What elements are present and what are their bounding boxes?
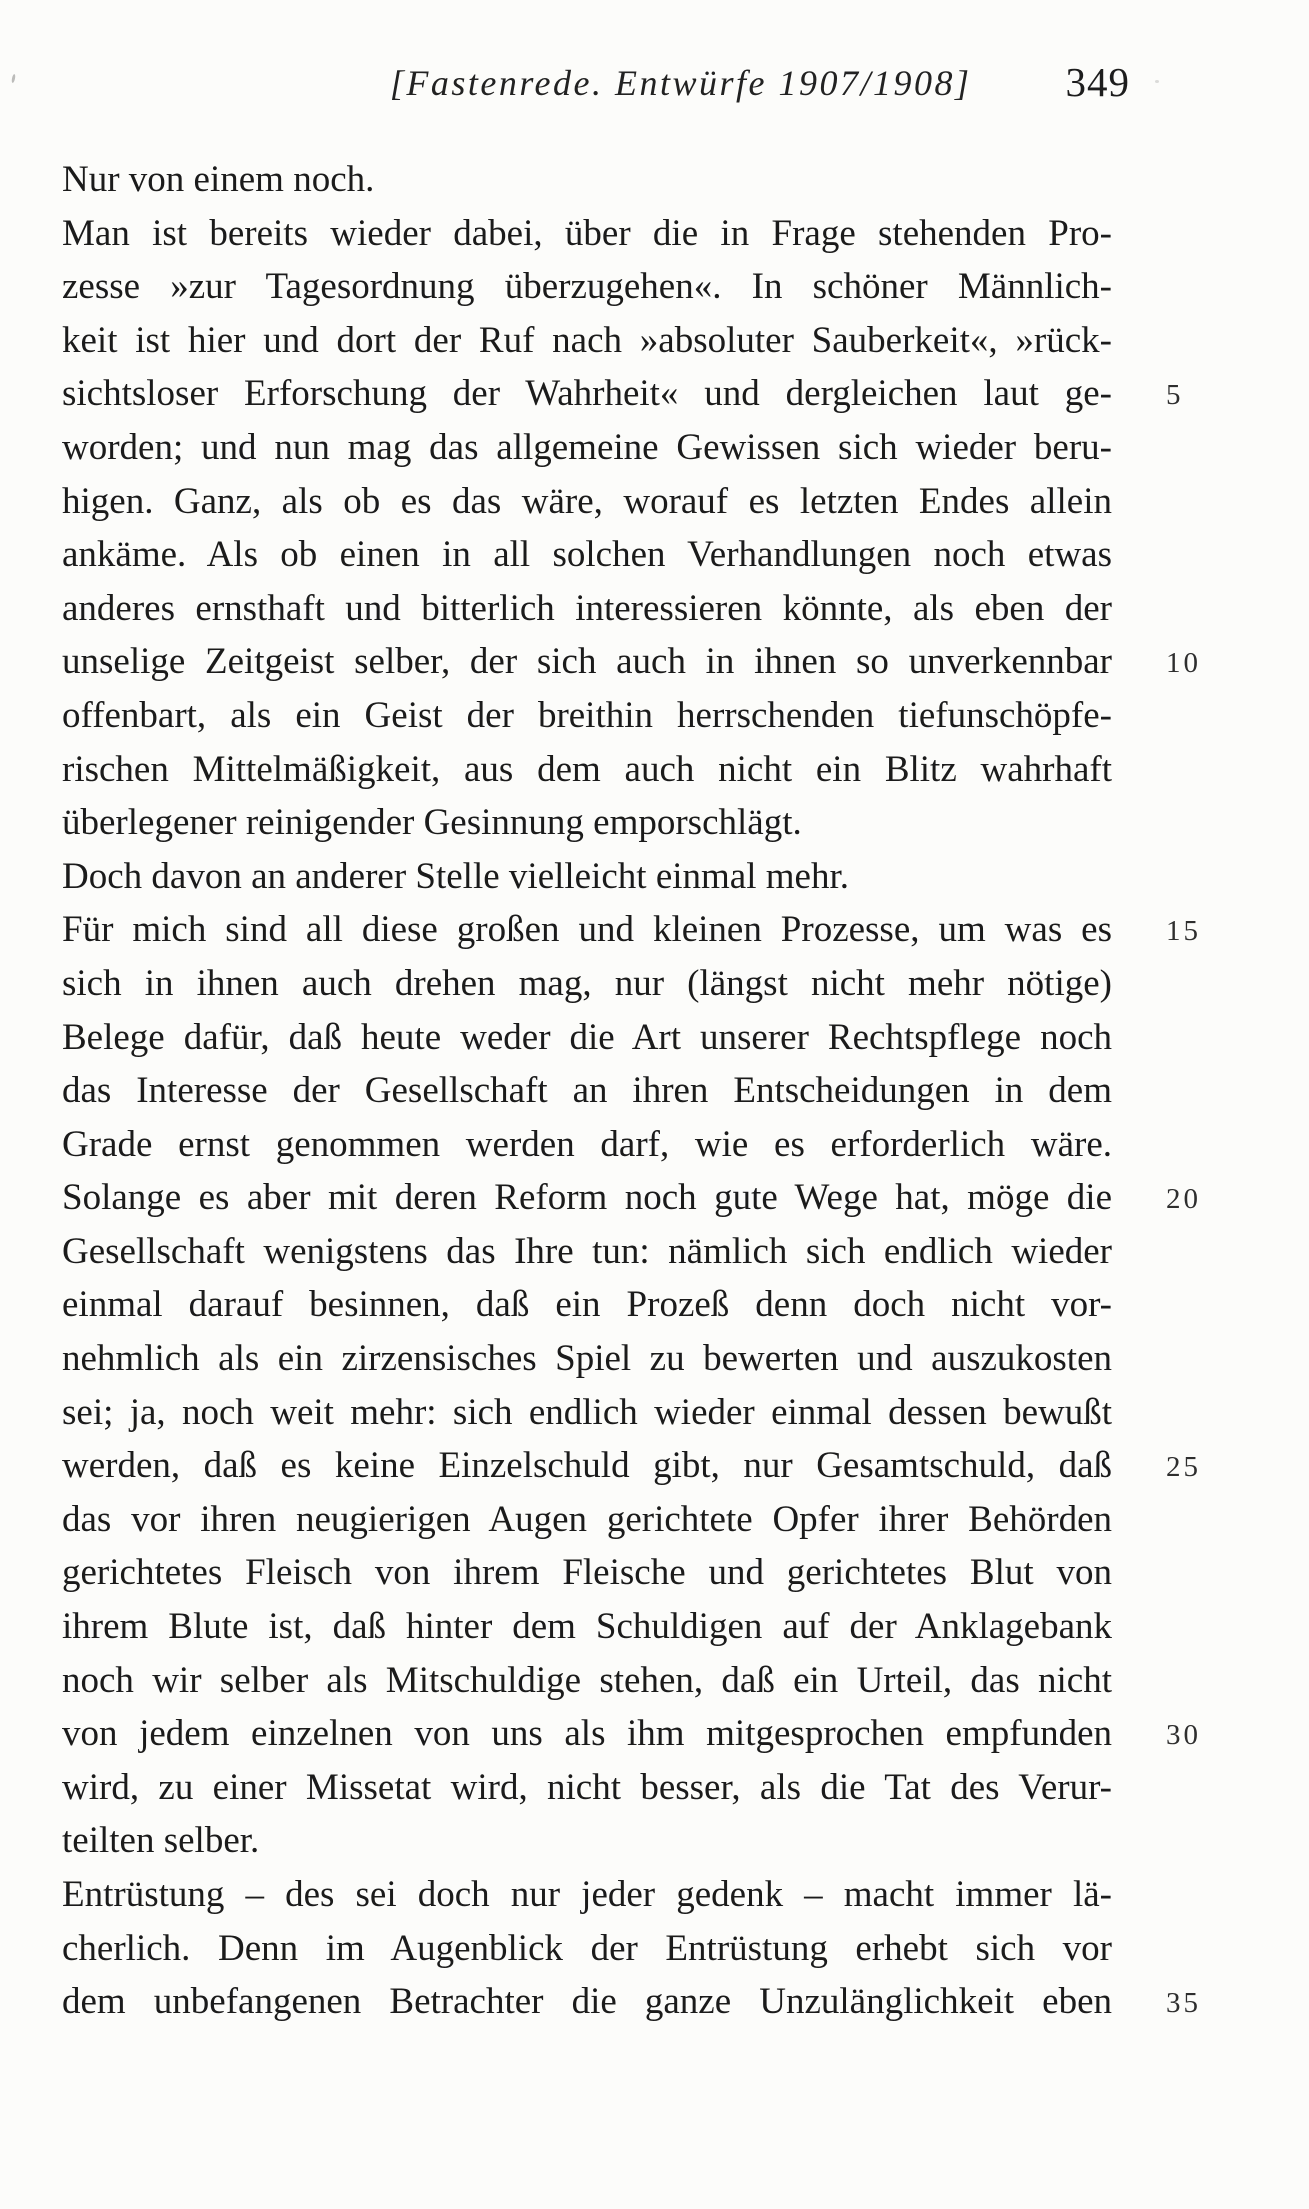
text-line-content: Für mich sind all diese großen und kleinen Prozesse, um was es bbox=[62, 909, 1112, 951]
margin-line-number: 5 bbox=[1166, 379, 1184, 412]
text-line bbox=[62, 850, 1112, 904]
running-head-title: [Fastenrede. Entwürfe 1907/1908] bbox=[389, 63, 972, 103]
text-line bbox=[62, 1011, 1112, 1065]
text-line-content: das vor ihren neugierigen Augen gerichtete Opfer ihrer Behörden bbox=[62, 1498, 1112, 1540]
margin-line-number: 25 bbox=[1166, 1451, 1201, 1484]
text-line-content: Man ist bereits wieder dabei, über die in Frage stehenden Pro- bbox=[62, 212, 1112, 254]
running-head bbox=[0, 0, 1309, 130]
margin-line-number: 15 bbox=[1166, 915, 1201, 948]
text-line bbox=[62, 1064, 1112, 1118]
text-line-content: keit ist hier und dort der Ruf nach »absoluter Sauberkeit«, »rück- bbox=[62, 319, 1112, 361]
text-line bbox=[62, 1975, 1201, 2029]
text-line bbox=[62, 1332, 1112, 1386]
text-line bbox=[62, 1278, 1112, 1332]
text-line bbox=[62, 796, 1112, 850]
text-line-content: higen. Ganz, als ob es das wäre, worauf es letzten Endes allein bbox=[62, 480, 1112, 522]
text-line bbox=[62, 1171, 1201, 1225]
text-line bbox=[62, 635, 1201, 689]
text-line-content: Gesellschaft wenigstens das Ihre tun: nämlich sich endlich wieder bbox=[62, 1230, 1112, 1272]
text-line bbox=[62, 1814, 1112, 1868]
text-line bbox=[62, 314, 1112, 368]
text-line bbox=[62, 1922, 1112, 1976]
text-line-content: worden; und nun mag das allgemeine Gewissen sich wieder beru- bbox=[62, 426, 1112, 468]
text-line-content: sich in ihnen auch drehen mag, nur (längst nicht mehr nötige) bbox=[62, 962, 1112, 1004]
text-line bbox=[62, 260, 1112, 314]
text-line-content: anderes ernsthaft und bitterlich interessieren könnte, als eben der bbox=[62, 587, 1113, 629]
text-line-content: Solange es aber mit deren Reform noch gute Wege hat, möge die bbox=[62, 1177, 1112, 1219]
text-line bbox=[62, 1707, 1201, 1761]
text-line bbox=[62, 1600, 1112, 1654]
text-line bbox=[62, 743, 1112, 797]
text-line-content: ihrem Blute ist, daß hinter dem Schuldigen auf der Anklagebank bbox=[62, 1606, 1112, 1648]
text-line-content: nehmlich als ein zirzensisches Spiel zu bewerten und auszukosten bbox=[62, 1338, 1112, 1380]
text-line-content: Belege dafür, daß heute weder die Art unserer Rechtspflege noch bbox=[62, 1016, 1112, 1058]
text-line bbox=[62, 1118, 1112, 1172]
margin-line-number: 20 bbox=[1166, 1183, 1201, 1216]
text-line bbox=[62, 582, 1112, 636]
page-number: 349 bbox=[1065, 59, 1130, 105]
text-line-content: rischen Mittelmäßigkeit, aus dem auch nicht ein Blitz wahrhaft bbox=[62, 748, 1112, 790]
text-line bbox=[62, 207, 1112, 261]
text-line-content: sei; ja, noch weit mehr: sich endlich wieder einmal dessen bewußt bbox=[62, 1391, 1112, 1433]
text-line bbox=[62, 1654, 1112, 1708]
text-line-content: teilten selber. bbox=[62, 1820, 260, 1862]
text-line bbox=[62, 475, 1112, 529]
text-line-content: überlegener reinigender Gesinnung emporschlägt. bbox=[62, 802, 802, 844]
text-block bbox=[62, 153, 1201, 2029]
text-line-content: unselige Zeitgeist selber, der sich auch in ihnen so unverkennbar bbox=[62, 641, 1112, 683]
text-line bbox=[62, 1546, 1112, 1600]
text-line-content: von jedem einzelnen von uns als ihm mitgesprochen empfunden bbox=[62, 1713, 1112, 1755]
text-line-content: sichtsloser Erforschung der Wahrheit« und dergleichen laut ge- bbox=[62, 373, 1112, 415]
margin-line-number: 35 bbox=[1166, 1987, 1201, 2020]
text-line-content: Nur von einem noch. bbox=[62, 159, 375, 200]
text-line-content: cherlich. Denn im Augenblick der Entrüstung erhebt sich vor bbox=[62, 1927, 1112, 1969]
text-line-content: wird, zu einer Missetat wird, nicht besser, als die Tat des Verur- bbox=[62, 1766, 1112, 1808]
text-line bbox=[62, 1386, 1112, 1440]
text-line-content: einmal darauf besinnen, daß ein Prozeß denn doch nicht vor- bbox=[62, 1284, 1112, 1326]
text-line-content: dem unbefangenen Betrachter die ganze Unzulänglichkeit eben bbox=[62, 1981, 1112, 2023]
text-line bbox=[62, 957, 1112, 1011]
text-line bbox=[62, 1225, 1112, 1279]
text-line bbox=[62, 153, 1112, 207]
text-line bbox=[62, 1439, 1201, 1493]
margin-line-number: 30 bbox=[1166, 1719, 1201, 1752]
text-line bbox=[62, 1493, 1112, 1547]
text-line bbox=[62, 367, 1184, 421]
text-line-content: ankäme. Als ob einen in all solchen Verhandlungen noch etwas bbox=[62, 534, 1112, 576]
text-line-content: zesse »zur Tagesordnung überzugehen«. In schöner Männlich- bbox=[62, 266, 1112, 308]
text-line-content: Entrüstung – des sei doch nur jeder gedenk – macht immer lä- bbox=[62, 1874, 1112, 1915]
margin-line-number: 10 bbox=[1166, 647, 1201, 680]
text-line bbox=[62, 903, 1201, 957]
text-line-content: das Interesse der Gesellschaft an ihren Entscheidungen in dem bbox=[62, 1070, 1112, 1112]
text-line bbox=[62, 1761, 1112, 1815]
text-line bbox=[62, 689, 1112, 743]
text-line bbox=[62, 1868, 1112, 1922]
text-line-content: offenbart, als ein Geist der breithin herrschenden tiefunschöpfe- bbox=[62, 694, 1112, 736]
text-line-content: Doch davon an anderer Stelle vielleicht einmal mehr. bbox=[62, 855, 849, 897]
scan-speck bbox=[1155, 80, 1159, 83]
text-line-content: werden, daß es keine Einzelschuld gibt, nur Gesamtschuld, daß bbox=[62, 1445, 1112, 1487]
text-line-content: noch wir selber als Mitschuldige stehen, daß ein Urteil, das nicht bbox=[62, 1659, 1112, 1701]
text-line bbox=[62, 421, 1112, 475]
text-line bbox=[62, 528, 1112, 582]
text-line-content: Grade ernst genommen werden darf, wie es erforderlich wäre. bbox=[62, 1123, 1112, 1165]
text-line-content: gerichtetes Fleisch von ihrem Fleische und gerichtetes Blut von bbox=[62, 1552, 1112, 1594]
